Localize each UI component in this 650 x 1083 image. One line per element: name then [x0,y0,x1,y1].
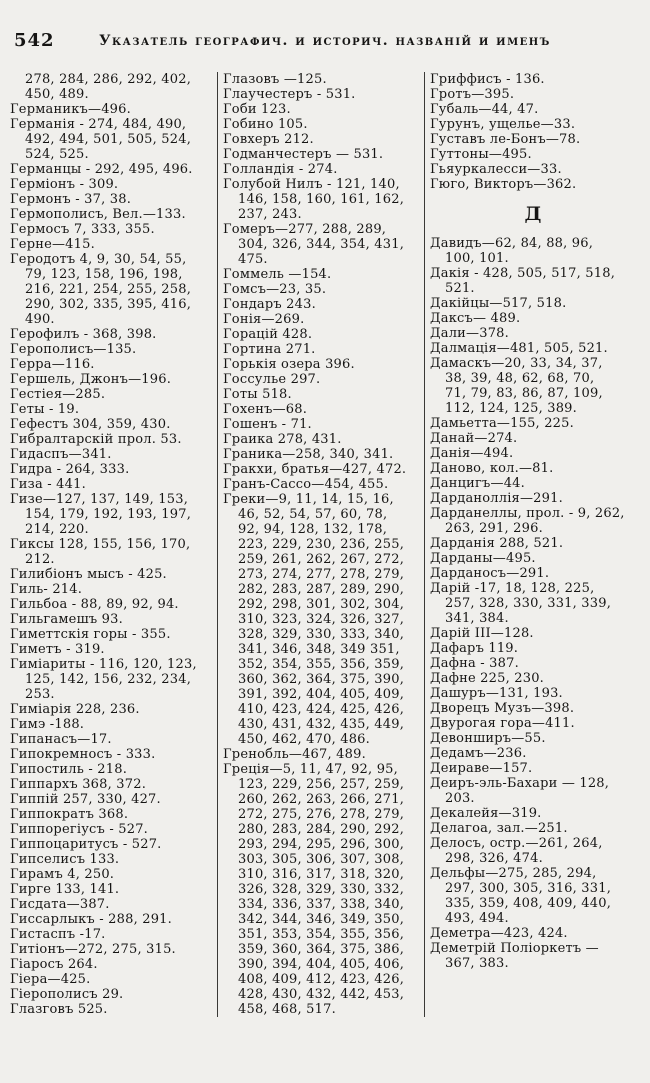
index-line: Гиметъ - 319. [10,642,105,657]
index-line: Гоммель —154. [223,267,332,282]
index-line: 278, 284, 286, 292, 402, [25,72,192,87]
index-line: Госсулье 297. [223,372,321,387]
index-line: Гуттоны—495. [430,147,532,162]
index-line: Глазговъ 525. [10,1002,108,1017]
index-line: 450, 489. [25,87,89,102]
index-line: Герміонъ - 309. [10,177,119,192]
index-line: 390, 394, 404, 405, 406, [238,957,405,972]
index-line: Гиксы 128, 155, 156, 170, [10,537,191,552]
index-line: Герофилъ - 368, 398. [10,327,157,342]
index-line: Гиміариты - 116, 120, 123, [10,657,197,672]
index-line: Гракхи, братья—427, 472. [223,462,407,477]
index-line: Дарданосъ—291. [430,566,550,581]
index-line: Гильгамешъ 93. [10,612,123,627]
index-line: 290, 302, 335, 395, 416, [25,297,192,312]
index-line: Гюго, Викторъ—362. [430,177,577,192]
index-line: 326, 328, 329, 330, 332, [238,882,405,897]
index-line: Гиппоцаритусъ - 527. [10,837,162,852]
index-line: Гранъ-Сассо—454, 455. [223,477,389,492]
index-line: Гренобль—467, 489. [223,747,366,762]
index-line: 367, 383. [445,956,509,971]
page-header [0,30,650,60]
index-line: Гиметтскія горы - 355. [10,627,171,642]
index-line: Гипостиль - 218. [10,762,128,777]
index-line: Гриффисъ - 136. [430,72,545,87]
index-line: Гермонъ - 37, 38. [10,192,132,207]
index-line: Данія—494. [430,446,514,461]
index-line: Деметрій Поліоркетъ — [430,941,599,956]
index-line: Гидра - 264, 333. [10,462,130,477]
index-line: 341, 384. [445,611,509,626]
index-line: 79, 123, 158, 196, 198, [25,267,183,282]
index-line: Даново, кол.—81. [430,461,554,476]
index-line: 71, 79, 83, 86, 87, 109, [445,386,603,401]
index-line: 304, 326, 344, 354, 431, [238,237,405,252]
index-line: 146, 158, 160, 161, 162, [238,192,405,207]
index-line: 203. [445,791,475,806]
index-line: Гортина 271. [223,342,316,357]
index-line: Гошенъ - 71. [223,417,312,432]
index-line: Гипселисъ 133. [10,852,120,867]
index-line: 428, 430, 432, 442, 453, [238,987,405,1002]
index-line: Дафне 225, 230. [430,671,545,686]
index-line: 112, 124, 125, 389. [445,401,577,416]
index-line: 297, 300, 305, 316, 331, [445,881,612,896]
index-line: Геродотъ 4, 9, 30, 54, 55, [10,252,187,267]
index-line: 359, 360, 364, 375, 386, [238,942,405,957]
index-line: 260, 262, 263, 266, 271, [238,792,405,807]
index-line: Губаль—44, 47. [430,102,539,117]
index-line: Гиза - 441. [10,477,86,492]
index-line: Германцы - 292, 495, 496. [10,162,193,177]
index-line: Дафаръ 119. [430,641,519,656]
index-line: Декалейя—319. [430,806,542,821]
index-line: 223, 229, 230, 236, 255, [238,537,405,552]
index-line: Дарій -17, 18, 128, 225, [430,581,595,596]
index-line: 100, 101. [445,251,509,266]
index-line: Гирге 133, 141. [10,882,120,897]
index-line: Гимэ -188. [10,717,85,732]
index-line: 328, 329, 330, 333, 340, [238,627,405,642]
index-line: Гиппорегіусъ - 527. [10,822,149,837]
index-line: Глаучестеръ - 531. [223,87,356,102]
index-line: Гермосъ 7, 333, 355. [10,222,155,237]
index-line: 263, 291, 296. [445,521,543,536]
index-line: Голландія - 274. [223,162,338,177]
index-line: Гиппій 257, 330, 427. [10,792,161,807]
index-column-1 [10,72,217,1017]
index-line: Делагоа, зал.—251. [430,821,568,836]
index-line: 292, 298, 301, 302, 304, [238,597,405,612]
index-line: Дворецъ Музъ—398. [430,701,575,716]
index-line: Гиміарія 228, 236. [10,702,140,717]
index-line: Гизе—127, 137, 149, 153, [10,492,189,507]
index-line: 341, 346, 348, 349 351, [238,642,400,657]
index-line: 273, 274, 277, 278, 279, [238,567,405,582]
index-line: Густавъ ле-Бонъ—78. [430,132,581,147]
index-line: 38, 39, 48, 62, 68, 70, [445,371,595,386]
index-line: Герра—116. [10,357,95,372]
index-line: Гомеръ—277, 288, 289, [223,222,387,237]
index-line: 521. [445,281,475,296]
index-line: Гурунъ, ущелье—33. [430,117,576,132]
index-line: Готы 518. [223,387,292,402]
index-line: Гермополисъ, Вел.—133. [10,207,186,222]
section-heading: Д [524,203,544,225]
index-line: 493, 494. [445,911,509,926]
index-line: Горькія озера 396. [223,357,355,372]
index-line: Дарданоллія—291. [430,491,563,506]
index-line: 391, 392, 404, 405, 409, [238,687,405,702]
index-line: 475. [238,252,268,267]
index-line: Граика 278, 431. [223,432,342,447]
index-column-2 [217,72,424,1017]
page-number: 542 [14,30,55,51]
index-line: Гиссарлыкъ - 288, 291. [10,912,172,927]
index-line: Гіаросъ 264. [10,957,98,972]
index-line: Гохенъ—68. [223,402,308,417]
index-columns [10,72,642,1017]
index-line: Дакія - 428, 505, 517, 518, [430,266,616,281]
index-line: 237, 243. [238,207,302,222]
index-line: Гьяуркалесси—33. [430,162,562,177]
index-line: Даксъ— 489. [430,311,521,326]
index-line: 360, 362, 364, 375, 390, [238,672,405,687]
index-line: Гистаспъ -17. [10,927,106,942]
index-line: 154, 179, 192, 193, 197, [25,507,192,522]
index-line: Горацій 428. [223,327,313,342]
index-line: 298, 326, 474. [445,851,543,866]
index-line: 92, 94, 128, 132, 178, [238,522,388,537]
index-line: Германикъ—496. [10,102,131,117]
index-line: Гилибіонъ мысъ - 425. [10,567,167,582]
index-line: 282, 283, 287, 289, 290, [238,582,405,597]
index-line: 492, 494, 501, 505, 524, [25,132,192,147]
index-line: 212. [25,552,55,567]
index-line: Далмація—481, 505, 521. [430,341,608,356]
index-line: Гиппократъ 368. [10,807,129,822]
index-line: 430, 431, 432, 435, 449, [238,717,405,732]
index-line: Гоби 123. [223,102,291,117]
index-line: Данцигъ—44. [430,476,525,491]
index-line: Гиппархъ 368, 372. [10,777,147,792]
index-line: Гомсъ—23, 35. [223,282,327,297]
index-line: Гротъ—395. [430,87,515,102]
index-line: 257, 328, 330, 331, 339, [445,596,612,611]
index-line: 490. [25,312,55,327]
index-line: 342, 344, 346, 349, 350, [238,912,405,927]
index-line: 450, 462, 470, 486. [238,732,370,747]
index-line: Дедамъ—236. [430,746,527,761]
index-line: 46, 52, 54, 57, 60, 78, [238,507,388,522]
index-line: Деиръ-эль-Бахари — 128, [430,776,610,791]
index-line: Глазовъ —125. [223,72,327,87]
index-line: Дали—378. [430,326,509,341]
index-line: Геты - 19. [10,402,80,417]
index-line: Гибралтарскій прол. 53. [10,432,182,447]
index-line: 351, 353, 354, 355, 356, [238,927,405,942]
index-line: 123, 229, 256, 257, 259, [238,777,405,792]
index-line: Гильбоа - 88, 89, 92, 94. [10,597,179,612]
index-line: Гершель, Джонъ—196. [10,372,172,387]
index-line: Годманчестеръ — 531. [223,147,384,162]
index-line: Герне—415. [10,237,95,252]
index-line: Дамаскъ—20, 33, 34, 37, [430,356,603,371]
index-line: Германія - 274, 484, 490, [10,117,187,132]
index-line: Гитіонъ—272, 275, 315. [10,942,176,957]
index-line: Гіера—425. [10,972,91,987]
index-line: Дакійцы—517, 518. [430,296,567,311]
index-line: Гобино 105. [223,117,308,132]
index-line: 335, 359, 408, 409, 440, [445,896,612,911]
index-line: Гирамъ 4, 250. [10,867,115,882]
index-line: Дамьетта—155, 225. [430,416,574,431]
index-line: 216, 221, 254, 255, 258, [25,282,192,297]
index-line: Греція—5, 11, 47, 92, 95, [223,762,398,777]
index-line: 524, 525. [25,147,89,162]
index-line: Дарій III—128. [430,626,534,641]
index-line: 303, 305, 306, 307, 308, [238,852,405,867]
index-line: Гидаспъ—341. [10,447,112,462]
index-line: Деираве—157. [430,761,533,776]
index-line: Дашуръ—131, 193. [430,686,563,701]
index-line: Герополисъ—135. [10,342,137,357]
index-line: 125, 142, 156, 232, 234, [25,672,192,687]
index-line: Гипанасъ—17. [10,732,112,747]
index-line: Дарданеллы, прол. - 9, 262, [430,506,625,521]
index-line: Гисдата—387. [10,897,110,912]
index-line: Дельфы—275, 285, 294, [430,866,597,881]
index-line: Греки—9, 11, 14, 15, 16, [223,492,394,507]
index-line: Девонширъ—55. [430,731,546,746]
index-line: Граника—258, 340, 341. [223,447,394,462]
index-line: Дарданы—495. [430,551,536,566]
index-line: Дарданія 288, 521. [430,536,564,551]
index-line: 408, 409, 412, 423, 426, [238,972,405,987]
page-title: Указатель географич. и историч. названій и именъ [99,33,551,49]
index-line: 280, 283, 284, 290, 292, [238,822,405,837]
index-line: Гефестъ 304, 359, 430. [10,417,171,432]
index-line: 259, 261, 262, 267, 272, [238,552,405,567]
index-line: 458, 468, 517. [238,1002,336,1017]
index-line: 310, 316, 317, 318, 320, [238,867,405,882]
index-line: Гиль- 214. [10,582,83,597]
index-line: Гіерополисъ 29. [10,987,124,1002]
index-column-3 [424,72,642,1017]
index-line: 334, 336, 337, 338, 340, [238,897,405,912]
index-line: Дафна - 387. [430,656,519,671]
index-line: 214, 220. [25,522,89,537]
index-line: Говхеръ 212. [223,132,314,147]
index-line: 310, 323, 324, 326, 327, [238,612,405,627]
index-line: Гондаръ 243. [223,297,316,312]
index-line: Данай—274. [430,431,518,446]
index-line: Голубой Нилъ - 121, 140, [223,177,400,192]
index-line: Гонія—269. [223,312,305,327]
index-line: 410, 423, 424, 425, 426, [238,702,405,717]
index-line: Двурогая гора—411. [430,716,575,731]
index-line: Гипокремносъ - 333. [10,747,156,762]
index-line: Деметра—423, 424. [430,926,568,941]
index-line: 272, 275, 276, 278, 279, [238,807,405,822]
index-line: Давидъ—62, 84, 88, 96, [430,236,594,251]
index-line: Гестіея—285. [10,387,106,402]
index-line: 293, 294, 295, 296, 300, [238,837,405,852]
index-line: Делосъ, остр.—261, 264, [430,836,603,851]
index-line: 253. [25,687,55,702]
index-line: 352, 354, 355, 356, 359, [238,657,405,672]
